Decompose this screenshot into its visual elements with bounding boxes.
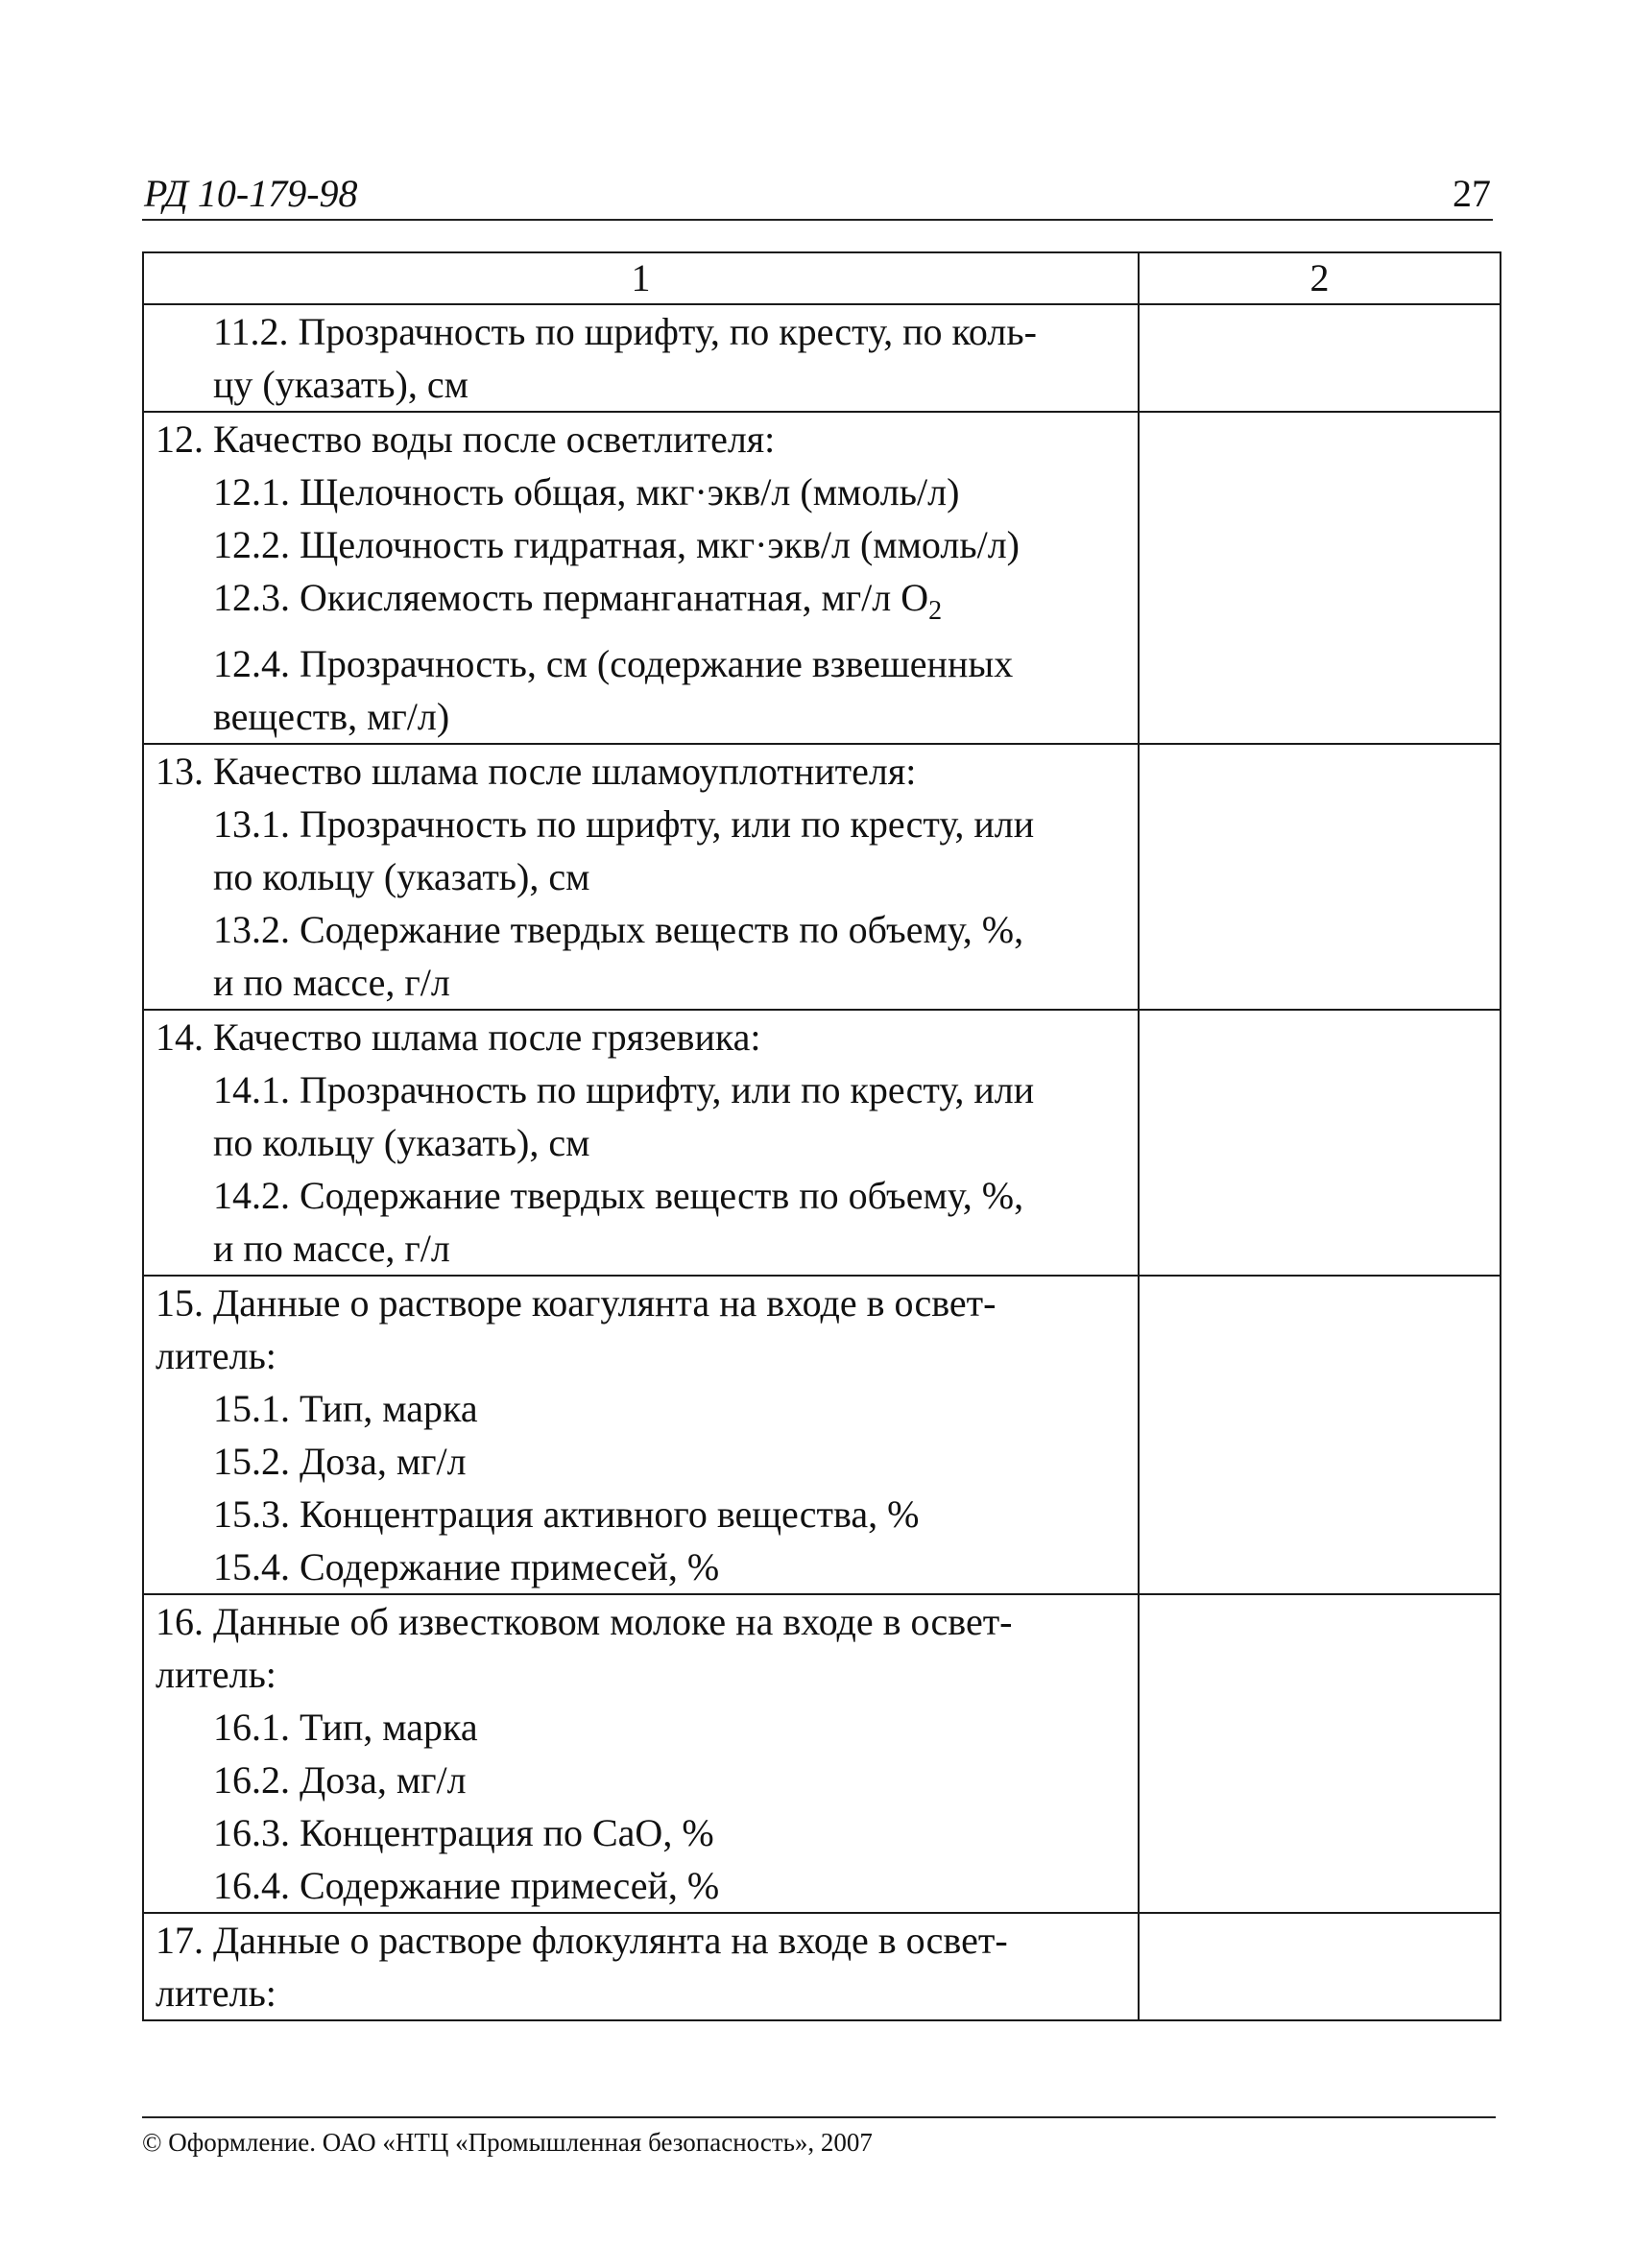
parameter-line: 16.1. Тип, марка (213, 1706, 478, 1749)
column-header-1: 1 (143, 252, 1139, 304)
parameter-line: 17. Данные о растворе флокулянта на входе в освет- (156, 1919, 1008, 1962)
parameter-line: 14. Качество шлама после грязевика: (156, 1015, 761, 1059)
parameter-line: 16.4. Содержание примесей, % (213, 1864, 720, 1907)
parameter-line: 12.4. Прозрачность, см (содержание взвешенных (213, 642, 1014, 685)
value-cell[interactable] (1139, 304, 1501, 412)
parameter-line: 14.1. Прозрачность по шрифту, или по кресту, или (213, 1068, 1035, 1111)
parameter-cell (143, 1594, 1139, 1913)
page-number: 27 (1453, 172, 1491, 215)
parameter-cell (143, 412, 1139, 744)
value-cell[interactable] (1139, 1594, 1501, 1913)
parameter-line: цу (указать), см (213, 363, 468, 406)
parameter-line: литель: (156, 1653, 276, 1696)
table-row (143, 1913, 1501, 2020)
parameter-line: 13.2. Содержание твердых веществ по объему, %, (213, 908, 1024, 951)
parameter-line: 11.2. Прозрачность по шрифту, по кресту, по коль- (213, 310, 1037, 353)
table-row (143, 1010, 1501, 1276)
parameter-line: 13.1. Прозрачность по шрифту, или по кресту, или (213, 802, 1035, 846)
parameter-line: литель: (156, 1334, 276, 1377)
parameter-line: 15.3. Концентрация активного вещества, % (213, 1492, 920, 1536)
parameter-line: 16.2. Доза, мг/л (213, 1758, 467, 1802)
table-row (143, 304, 1501, 412)
parameters-table (142, 251, 1501, 2021)
parameter-line: и по массе, г/л (213, 961, 450, 1004)
parameter-cell (143, 304, 1139, 412)
parameter-line: 15. Данные о растворе коагулянта на входе в освет- (156, 1281, 997, 1325)
parameter-line: 13. Качество шлама после шламоуплотнителя: (156, 750, 917, 793)
parameter-line: 16.3. Концентрация по CaO, % (213, 1811, 714, 1854)
table-header-row (143, 252, 1501, 304)
parameter-line: 12. Качество воды после осветлителя: (156, 418, 776, 461)
parameter-line: по кольцу (указать), см (213, 855, 590, 898)
parameter-line: 14.2. Содержание твердых веществ по объему, %, (213, 1174, 1024, 1217)
value-cell[interactable] (1139, 1913, 1501, 2020)
parameter-line: и по массе, г/л (213, 1227, 450, 1270)
parameter-line: 16. Данные об известковом молоке на входе в освет- (156, 1600, 1013, 1643)
table-row (143, 1276, 1501, 1594)
parameter-line: веществ, мг/л) (213, 695, 450, 738)
parameter-line: литель: (156, 1971, 276, 2015)
parameter-cell (143, 1913, 1139, 2020)
table-row (143, 744, 1501, 1010)
column-header-2: 2 (1139, 252, 1501, 304)
parameter-line: 15.1. Тип, марка (213, 1387, 478, 1430)
parameter-line: 12.2. Щелочность гидратная, мкг·экв/л (ммоль/л) (213, 523, 1020, 566)
parameter-cell (143, 1276, 1139, 1594)
value-cell[interactable] (1139, 1276, 1501, 1594)
table-row (143, 1594, 1501, 1913)
parameter-cell (143, 1010, 1139, 1276)
document-code: РД 10-179-98 (144, 172, 358, 215)
parameter-line: 15.2. Доза, мг/л (213, 1440, 467, 1483)
value-cell[interactable] (1139, 744, 1501, 1010)
page-header (142, 169, 1493, 221)
table-row (143, 412, 1501, 744)
parameter-line: 12.1. Щелочность общая, мкг·экв/л (ммоль/л) (213, 470, 960, 513)
value-cell[interactable] (1139, 1010, 1501, 1276)
footer-divider (142, 2116, 1496, 2118)
parameter-line: 15.4. Содержание примесей, % (213, 1545, 720, 1588)
value-cell[interactable] (1139, 412, 1501, 744)
parameter-cell (143, 744, 1139, 1010)
footer-copyright: © Оформление. ОАО «НТЦ «Промышленная безопасность», 2007 (142, 2128, 873, 2157)
parameter-line: по кольцу (указать), см (213, 1121, 590, 1164)
table-body (143, 304, 1501, 2020)
subscript: 2 (928, 596, 943, 626)
parameter-line: 12.3. Окисляемость перманганатная, мг/л $O_2$ (213, 576, 943, 626)
